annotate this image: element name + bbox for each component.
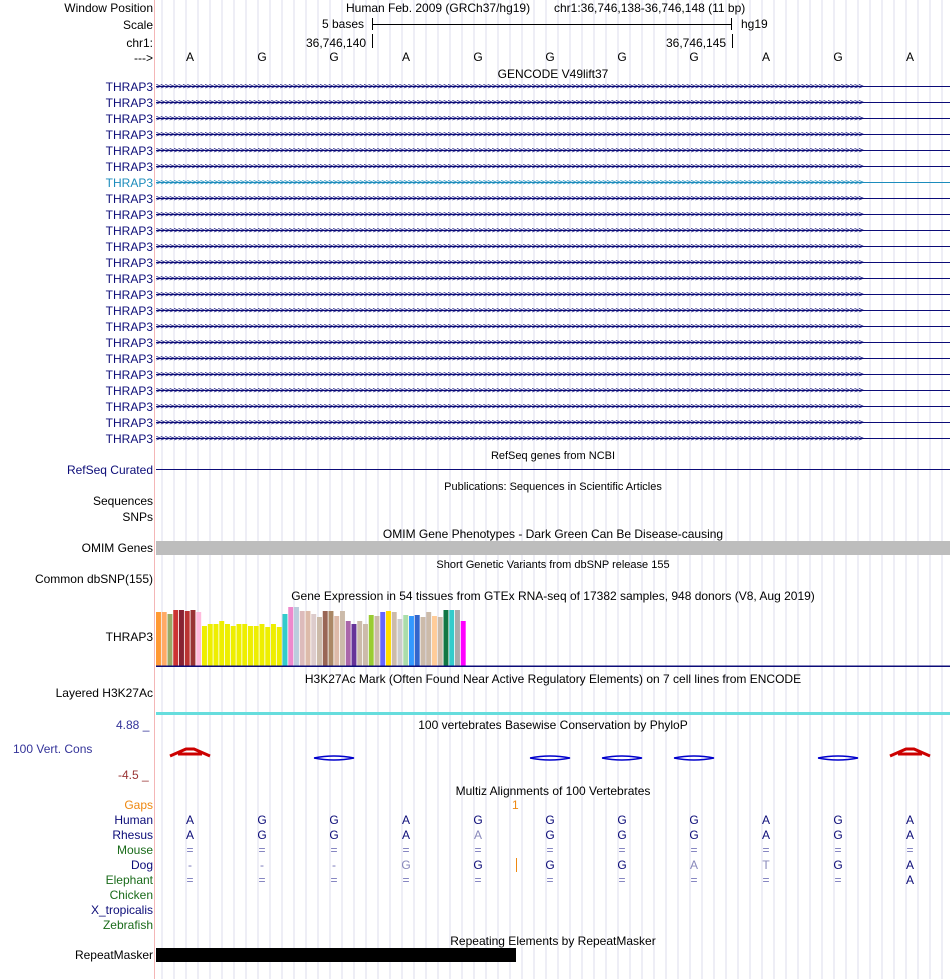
gencode-strand-arrows: >>>>>>>>>>>>>>>>>>>>>>>>>>>>>>>>>>>>>>>>>>>>>>>>>>>>>>>>>>>>>>>>>>>>>>>>>>>>>>>>>>>>>>>>>>>>>>>>>>>>>>>>>>>>>>>>>>>>>>>>>>>>>>>>>>>>>>>>>>>>>>>>>>>>>>>>>>>>>>>> xyxy=(156,82,863,92)
gencode-strand-arrows: >>>>>>>>>>>>>>>>>>>>>>>>>>>>>>>>>>>>>>>>>>>>>>>>>>>>>>>>>>>>>>>>>>>>>>>>>>>>>>>>>>>>>>>>>>>>>>>>>>>>>>>>>>>>>>>>>>>>>>>>>>>>>>>>>>>>>>>>>>>>>>>>>>>>>>>>>>>>>>>> xyxy=(156,370,863,380)
gencode-strand-arrows: >>>>>>>>>>>>>>>>>>>>>>>>>>>>>>>>>>>>>>>>>>>>>>>>>>>>>>>>>>>>>>>>>>>>>>>>>>>>>>>>>>>>>>>>>>>>>>>>>>>>>>>>>>>>>>>>>>>>>>>>>>>>>>>>>>>>>>>>>>>>>>>>>>>>>>>>>>>>>>>> xyxy=(156,418,863,428)
multiz-base: A xyxy=(401,813,410,827)
reference-base: A xyxy=(905,50,914,64)
coord-right: 36,746,145 xyxy=(666,36,727,50)
db-name: hg19 xyxy=(741,17,768,31)
gencode-strand-arrows: >>>>>>>>>>>>>>>>>>>>>>>>>>>>>>>>>>>>>>>>>>>>>>>>>>>>>>>>>>>>>>>>>>>>>>>>>>>>>>>>>>>>>>>>>>>>>>>>>>>>>>>>>>>>>>>>>>>>>>>>>>>>>>>>>>>>>>>>>>>>>>>>>>>>>>>>>>>>>>>> xyxy=(156,338,863,348)
gtex-tissue-bar[interactable] xyxy=(311,614,316,667)
multiz-base: A xyxy=(761,813,770,827)
multiz-base: G xyxy=(329,813,339,827)
window-position-label: Window Position xyxy=(64,1,153,15)
multiz-base: A xyxy=(401,828,410,842)
publications-title: Publications: Sequences in Scientific Articles xyxy=(444,481,662,493)
gtex-tissue-bar[interactable] xyxy=(352,624,357,667)
gtex-tissue-bar[interactable] xyxy=(214,624,219,667)
reference-base: G xyxy=(617,50,627,64)
gencode-transcript-label[interactable]: THRAP3 xyxy=(105,368,153,382)
omim-feature-bar[interactable] xyxy=(156,541,950,555)
multiz-base: = xyxy=(618,843,626,857)
gencode-strand-arrows: >>>>>>>>>>>>>>>>>>>>>>>>>>>>>>>>>>>>>>>>>>>>>>>>>>>>>>>>>>>>>>>>>>>>>>>>>>>>>>>>>>>>>>>>>>>>>>>>>>>>>>>>>>>>>>>>>>>>>>>>>>>>>>>>>>>>>>>>>>>>>>>>>>>>>>>>>>>>>>>> xyxy=(156,242,863,252)
multiz-base: = xyxy=(546,873,554,887)
phylop-logo[interactable] xyxy=(156,744,950,768)
multiz-base: A xyxy=(185,813,194,827)
phylop-score-glyph[interactable] xyxy=(818,756,858,760)
gencode-transcript-label[interactable]: THRAP3 xyxy=(105,80,153,94)
multiz-base: T xyxy=(762,858,770,872)
scale-label: Scale xyxy=(122,18,153,32)
coord-left: 36,746,140 xyxy=(306,36,367,50)
assembly-name: Human Feb. 2009 (GRCh37/hg19) xyxy=(346,1,531,15)
multiz-species-label[interactable]: Rhesus xyxy=(112,828,153,842)
multiz-base: G xyxy=(473,813,483,827)
multiz-base: = xyxy=(402,843,410,857)
dbsnp-title: Short Genetic Variants from dbSNP release 155 xyxy=(436,559,670,571)
gtex-tissue-bar[interactable] xyxy=(444,610,449,667)
multiz-base: A xyxy=(905,828,914,842)
gtex-tissue-bar[interactable] xyxy=(449,610,454,667)
multiz-base: = xyxy=(330,873,338,887)
multiz-base: G xyxy=(329,828,339,842)
gtex-tissue-bar[interactable] xyxy=(196,612,201,667)
gtex-tissue-bar[interactable] xyxy=(392,612,397,667)
gencode-transcript-label[interactable]: THRAP3 xyxy=(105,240,153,254)
gtex-tissue-bar[interactable] xyxy=(426,612,431,667)
multiz-base: = xyxy=(906,843,914,857)
phylop-min: -4.5 _ xyxy=(118,768,149,782)
gencode-transcript-label[interactable]: THRAP3 xyxy=(105,112,153,126)
reference-base: A xyxy=(185,50,194,64)
gencode-strand-arrows: >>>>>>>>>>>>>>>>>>>>>>>>>>>>>>>>>>>>>>>>>>>>>>>>>>>>>>>>>>>>>>>>>>>>>>>>>>>>>>>>>>>>>>>>>>>>>>>>>>>>>>>>>>>>>>>>>>>>>>>>>>>>>>>>>>>>>>>>>>>>>>>>>>>>>>>>>>>>>>>> xyxy=(156,210,863,220)
gencode-strand-arrows: >>>>>>>>>>>>>>>>>>>>>>>>>>>>>>>>>>>>>>>>>>>>>>>>>>>>>>>>>>>>>>>>>>>>>>>>>>>>>>>>>>>>>>>>>>>>>>>>>>>>>>>>>>>>>>>>>>>>>>>>>>>>>>>>>>>>>>>>>>>>>>>>>>>>>>>>>>>>>>>> xyxy=(156,402,863,412)
gencode-transcript-label[interactable]: THRAP3 xyxy=(105,288,153,302)
multiz-base: = xyxy=(690,873,698,887)
gtex-tissue-bar[interactable] xyxy=(191,610,196,667)
gtex-tissue-bar[interactable] xyxy=(403,615,408,667)
reference-base: G xyxy=(257,50,267,64)
label-divider xyxy=(154,0,155,979)
gaps-label[interactable]: Gaps xyxy=(124,798,153,812)
gencode-strand-arrows: >>>>>>>>>>>>>>>>>>>>>>>>>>>>>>>>>>>>>>>>>>>>>>>>>>>>>>>>>>>>>>>>>>>>>>>>>>>>>>>>>>>>>>>>>>>>>>>>>>>>>>>>>>>>>>>>>>>>>>>>>>>>>>>>>>>>>>>>>>>>>>>>>>>>>>>>>>>>>>>> xyxy=(156,114,863,124)
gtex-tissue-bar[interactable] xyxy=(340,611,345,667)
multiz-base: G xyxy=(617,813,627,827)
gtex-tissue-bar[interactable] xyxy=(357,621,362,667)
gencode-strand-arrows: >>>>>>>>>>>>>>>>>>>>>>>>>>>>>>>>>>>>>>>>>>>>>>>>>>>>>>>>>>>>>>>>>>>>>>>>>>>>>>>>>>>>>>>>>>>>>>>>>>>>>>>>>>>>>>>>>>>>>>>>>>>>>>>>>>>>>>>>>>>>>>>>>>>>>>>>>>>>>>>> xyxy=(156,226,863,236)
multiz-base: = xyxy=(762,873,770,887)
gencode-strand-arrows: >>>>>>>>>>>>>>>>>>>>>>>>>>>>>>>>>>>>>>>>>>>>>>>>>>>>>>>>>>>>>>>>>>>>>>>>>>>>>>>>>>>>>>>>>>>>>>>>>>>>>>>>>>>>>>>>>>>>>>>>>>>>>>>>>>>>>>>>>>>>>>>>>>>>>>>>>>>>>>>> xyxy=(156,306,863,316)
gencode-strand-arrows: >>>>>>>>>>>>>>>>>>>>>>>>>>>>>>>>>>>>>>>>>>>>>>>>>>>>>>>>>>>>>>>>>>>>>>>>>>>>>>>>>>>>>>>>>>>>>>>>>>>>>>>>>>>>>>>>>>>>>>>>>>>>>>>>>>>>>>>>>>>>>>>>>>>>>>>>>>>>>>>> xyxy=(156,98,863,108)
multiz-base: G xyxy=(617,828,627,842)
multiz-base: - xyxy=(332,858,336,872)
gencode-strand-arrows: >>>>>>>>>>>>>>>>>>>>>>>>>>>>>>>>>>>>>>>>>>>>>>>>>>>>>>>>>>>>>>>>>>>>>>>>>>>>>>>>>>>>>>>>>>>>>>>>>>>>>>>>>>>>>>>>>>>>>>>>>>>>>>>>>>>>>>>>>>>>>>>>>>>>>>>>>>>>>>>> xyxy=(156,434,863,444)
gencode-strand-arrows: >>>>>>>>>>>>>>>>>>>>>>>>>>>>>>>>>>>>>>>>>>>>>>>>>>>>>>>>>>>>>>>>>>>>>>>>>>>>>>>>>>>>>>>>>>>>>>>>>>>>>>>>>>>>>>>>>>>>>>>>>>>>>>>>>>>>>>>>>>>>>>>>>>>>>>>>>>>>>>>> xyxy=(156,258,863,268)
multiz-base: G xyxy=(689,813,699,827)
gtex-bar-chart[interactable] xyxy=(156,603,950,667)
gtex-tissue-bar[interactable] xyxy=(438,617,443,667)
gencode-strand-arrows: >>>>>>>>>>>>>>>>>>>>>>>>>>>>>>>>>>>>>>>>>>>>>>>>>>>>>>>>>>>>>>>>>>>>>>>>>>>>>>>>>>>>>>>>>>>>>>>>>>>>>>>>>>>>>>>>>>>>>>>>>>>>>>>>>>>>>>>>>>>>>>>>>>>>>>>>>>>>>>>> xyxy=(156,146,863,156)
gencode-strand-arrows: >>>>>>>>>>>>>>>>>>>>>>>>>>>>>>>>>>>>>>>>>>>>>>>>>>>>>>>>>>>>>>>>>>>>>>>>>>>>>>>>>>>>>>>>>>>>>>>>>>>>>>>>>>>>>>>>>>>>>>>>>>>>>>>>>>>>>>>>>>>>>>>>>>>>>>>>>>>>>>>> xyxy=(156,162,863,172)
multiz-base: G xyxy=(833,828,843,842)
gencode-strand-arrows: >>>>>>>>>>>>>>>>>>>>>>>>>>>>>>>>>>>>>>>>>>>>>>>>>>>>>>>>>>>>>>>>>>>>>>>>>>>>>>>>>>>>>>>>>>>>>>>>>>>>>>>>>>>>>>>>>>>>>>>>>>>>>>>>>>>>>>>>>>>>>>>>>>>>>>>>>>>>>>>> xyxy=(156,274,863,284)
multiz-base: A xyxy=(473,828,482,842)
multiz-base: = xyxy=(834,873,842,887)
multiz-base: A xyxy=(905,858,914,872)
gap-mark: 1 xyxy=(512,798,519,812)
refseq-gene-line[interactable] xyxy=(156,469,950,470)
coord-right-tick xyxy=(732,34,733,48)
gtex-tissue-bar[interactable] xyxy=(323,611,328,667)
gtex-tissue-bar[interactable] xyxy=(277,627,282,667)
multiz-base: = xyxy=(474,843,482,857)
reference-base: G xyxy=(473,50,483,64)
gtex-tissue-bar[interactable] xyxy=(363,624,368,667)
phylop-score-glyph[interactable] xyxy=(890,749,930,756)
multiz-base: = xyxy=(258,873,266,887)
gtex-tissue-bar[interactable] xyxy=(202,626,207,667)
gtex-tissue-bar[interactable] xyxy=(294,607,299,667)
multiz-species-label[interactable]: Chicken xyxy=(109,888,153,902)
dbsnp-label[interactable]: Common dbSNP(155) xyxy=(34,572,153,586)
multiz-species-label[interactable]: Human xyxy=(114,813,153,827)
gencode-transcript-label[interactable]: THRAP3 xyxy=(105,320,153,334)
multiz-base: G xyxy=(545,858,555,872)
multiz-base: G xyxy=(473,858,483,872)
gencode-transcript-label[interactable]: THRAP3 xyxy=(105,416,153,430)
gtex-tissue-bar[interactable] xyxy=(248,626,253,667)
gtex-tissue-bar[interactable] xyxy=(300,611,305,667)
multiz-species-label[interactable]: X_tropicalis xyxy=(90,903,153,917)
h3k27ac-signal[interactable] xyxy=(156,712,950,715)
gencode-transcript-label[interactable]: THRAP3 xyxy=(105,176,153,190)
gencode-title: GENCODE V49lift37 xyxy=(497,67,609,81)
reference-bases xyxy=(156,50,950,64)
gtex-tissue-bar[interactable] xyxy=(317,617,322,667)
gtex-tissue-bar[interactable] xyxy=(375,616,380,667)
multiz-base: G xyxy=(833,858,843,872)
gtex-tissue-bar[interactable] xyxy=(398,619,403,667)
h3k27ac-label[interactable]: Layered H3K27Ac xyxy=(55,686,153,700)
multiz-base: G xyxy=(401,858,411,872)
gencode-strand-arrows: >>>>>>>>>>>>>>>>>>>>>>>>>>>>>>>>>>>>>>>>>>>>>>>>>>>>>>>>>>>>>>>>>>>>>>>>>>>>>>>>>>>>>>>>>>>>>>>>>>>>>>>>>>>>>>>>>>>>>>>>>>>>>>>>>>>>>>>>>>>>>>>>>>>>>>>>>>>>>>>> xyxy=(156,130,863,140)
reference-base: A xyxy=(761,50,770,64)
phylop-max: 4.88 _ xyxy=(116,718,150,732)
multiz-base: = xyxy=(258,843,266,857)
multiz-base: A xyxy=(905,873,914,887)
gtex-tissue-bar[interactable] xyxy=(260,624,265,667)
omim-label[interactable]: OMIM Genes xyxy=(81,541,153,555)
gtex-tissue-bar[interactable] xyxy=(208,624,213,667)
gtex-tissue-bar[interactable] xyxy=(283,614,288,667)
gtex-tissue-bar[interactable] xyxy=(254,626,259,667)
multiz-base: = xyxy=(330,843,338,857)
phylop-title: 100 vertebrates Basewise Conservation by PhyloP xyxy=(418,718,688,732)
gtex-tissue-bar[interactable] xyxy=(415,615,420,667)
publications-snps-label[interactable]: SNPs xyxy=(122,510,153,524)
publications-sequences-label[interactable]: Sequences xyxy=(92,494,153,508)
gencode-strand-arrows: >>>>>>>>>>>>>>>>>>>>>>>>>>>>>>>>>>>>>>>>>>>>>>>>>>>>>>>>>>>>>>>>>>>>>>>>>>>>>>>>>>>>>>>>>>>>>>>>>>>>>>>>>>>>>>>>>>>>>>>>>>>>>>>>>>>>>>>>>>>>>>>>>>>>>>>>>>>>>>>> xyxy=(156,290,863,300)
multiz-base: = xyxy=(474,873,482,887)
gtex-tissue-bar[interactable] xyxy=(386,611,391,667)
gtex-tissue-bar[interactable] xyxy=(288,607,293,667)
gencode-strand-arrows: >>>>>>>>>>>>>>>>>>>>>>>>>>>>>>>>>>>>>>>>>>>>>>>>>>>>>>>>>>>>>>>>>>>>>>>>>>>>>>>>>>>>>>>>>>>>>>>>>>>>>>>>>>>>>>>>>>>>>>>>>>>>>>>>>>>>>>>>>>>>>>>>>>>>>>>>>>>>>>>> xyxy=(156,194,863,204)
reference-base: G xyxy=(689,50,699,64)
multiz-base: = xyxy=(762,843,770,857)
multiz-title: Multiz Alignments of 100 Vertebrates xyxy=(455,784,651,798)
gtex-tissue-bar[interactable] xyxy=(306,611,311,667)
multiz-base: = xyxy=(690,843,698,857)
position-text[interactable]: chr1:36,746,138-36,746,148 (11 bp) xyxy=(554,1,746,15)
coord-left-tick xyxy=(372,34,373,48)
multiz-base: G xyxy=(545,828,555,842)
multiz-base: G xyxy=(617,858,627,872)
phylop-score-glyph[interactable] xyxy=(170,749,210,756)
multiz-base: A xyxy=(689,858,698,872)
multiz-base: G xyxy=(257,813,267,827)
refseq-label[interactable]: RefSeq Curated xyxy=(66,463,153,477)
gtex-label[interactable]: THRAP3 xyxy=(105,630,153,644)
gtex-tissue-bar[interactable] xyxy=(168,614,173,667)
gencode-transcript-label[interactable]: THRAP3 xyxy=(105,336,153,350)
gencode-transcript-label[interactable]: THRAP3 xyxy=(105,352,153,366)
reference-base: G xyxy=(329,50,339,64)
gencode-strand-arrows: >>>>>>>>>>>>>>>>>>>>>>>>>>>>>>>>>>>>>>>>>>>>>>>>>>>>>>>>>>>>>>>>>>>>>>>>>>>>>>>>>>>>>>>>>>>>>>>>>>>>>>>>>>>>>>>>>>>>>>>>>>>>>>>>>>>>>>>>>>>>>>>>>>>>>>>>>>>>>>>> xyxy=(156,354,863,364)
gtex-tissue-bar[interactable] xyxy=(346,621,351,667)
multiz-base: = xyxy=(546,843,554,857)
repeatmasker-title: Repeating Elements by RepeatMasker xyxy=(450,934,656,948)
refseq-title: RefSeq genes from NCBI xyxy=(490,450,616,462)
gtex-tissue-bar[interactable] xyxy=(380,612,385,667)
multiz-base: G xyxy=(545,813,555,827)
multiz-base: A xyxy=(185,828,194,842)
phylop-score-glyph[interactable] xyxy=(314,756,354,760)
gtex-tissue-bar[interactable] xyxy=(271,624,276,667)
multiz-base: = xyxy=(186,843,194,857)
multiz-base: = xyxy=(402,873,410,887)
multiz-base: - xyxy=(188,858,192,872)
dog-insertion-mark xyxy=(516,858,517,872)
gencode-transcript-label[interactable]: THRAP3 xyxy=(105,144,153,158)
gtex-tissue-bar[interactable] xyxy=(461,621,466,667)
gtex-tissue-bar[interactable] xyxy=(225,624,230,667)
gtex-tissue-bar[interactable] xyxy=(421,617,426,667)
gencode-transcript-label[interactable]: THRAP3 xyxy=(105,256,153,270)
multiz-base: G xyxy=(689,828,699,842)
gencode-transcript-label[interactable]: THRAP3 xyxy=(105,304,153,318)
repeatmasker-label[interactable]: RepeatMasker xyxy=(74,948,153,962)
gencode-strand-arrows: >>>>>>>>>>>>>>>>>>>>>>>>>>>>>>>>>>>>>>>>>>>>>>>>>>>>>>>>>>>>>>>>>>>>>>>>>>>>>>>>>>>>>>>>>>>>>>>>>>>>>>>>>>>>>>>>>>>>>>>>>>>>>>>>>>>>>>>>>>>>>>>>>>>>>>>>>>>>>>>> xyxy=(156,322,863,332)
scale-text: 5 bases xyxy=(322,17,365,31)
multiz-species-label[interactable]: Mouse xyxy=(116,843,153,857)
gencode-transcript-label[interactable]: THRAP3 xyxy=(105,384,153,398)
gencode-strand-arrows: >>>>>>>>>>>>>>>>>>>>>>>>>>>>>>>>>>>>>>>>>>>>>>>>>>>>>>>>>>>>>>>>>>>>>>>>>>>>>>>>>>>>>>>>>>>>>>>>>>>>>>>>>>>>>>>>>>>>>>>>>>>>>>>>>>>>>>>>>>>>>>>>>>>>>>>>>>>>>>>> xyxy=(156,386,863,396)
omim-title: OMIM Gene Phenotypes - Dark Green Can Be Disease-causing xyxy=(382,527,724,541)
gencode-transcript-label[interactable]: THRAP3 xyxy=(105,160,153,174)
gtex-tissue-bar[interactable] xyxy=(162,612,167,667)
gencode-transcript-label[interactable]: THRAP3 xyxy=(105,96,153,110)
gencode-transcript-label[interactable]: THRAP3 xyxy=(105,224,153,238)
gtex-tissue-bar[interactable] xyxy=(455,610,460,667)
gencode-transcript-label[interactable]: THRAP3 xyxy=(105,208,153,222)
gtex-tissue-bar[interactable] xyxy=(369,615,374,667)
multiz-species-label[interactable]: Elephant xyxy=(105,873,153,887)
phylop-score-glyph[interactable] xyxy=(530,756,570,760)
phylop-score-glyph[interactable] xyxy=(602,756,642,760)
gencode-transcript-label[interactable]: THRAP3 xyxy=(105,400,153,414)
gtex-tissue-bar[interactable] xyxy=(242,624,247,667)
multiz-base: A xyxy=(905,813,914,827)
multiz-base: G xyxy=(257,828,267,842)
gencode-strand-arrows: >>>>>>>>>>>>>>>>>>>>>>>>>>>>>>>>>>>>>>>>>>>>>>>>>>>>>>>>>>>>>>>>>>>>>>>>>>>>>>>>>>>>>>>>>>>>>>>>>>>>>>>>>>>>>>>>>>>>>>>>>>>>>>>>>>>>>>>>>>>>>>>>>>>>>>>>>>>>>>>> xyxy=(156,178,863,188)
multiz-base: - xyxy=(260,858,264,872)
multiz-base: G xyxy=(833,813,843,827)
gtex-tissue-bar[interactable] xyxy=(334,616,339,667)
reference-base: G xyxy=(833,50,843,64)
gtex-tissue-bar[interactable] xyxy=(179,610,184,667)
phylop-score-glyph[interactable] xyxy=(674,756,714,760)
gtex-tissue-bar[interactable] xyxy=(237,624,242,667)
gtex-tissue-bar[interactable] xyxy=(231,626,236,667)
reference-base: A xyxy=(401,50,410,64)
gtex-tissue-bar[interactable] xyxy=(173,610,178,667)
gtex-title: Gene Expression in 54 tissues from GTEx RNA-seq of 17382 samples, 948 donors (V8, Aug 2019) xyxy=(291,589,815,603)
multiz-base: = xyxy=(834,843,842,857)
gtex-tissue-bar[interactable] xyxy=(185,611,190,667)
h3k27ac-title: H3K27Ac Mark (Often Found Near Active Regulatory Elements) on 7 cell lines from ENCODE xyxy=(304,672,802,686)
gtex-tissue-bar[interactable] xyxy=(156,612,161,667)
gencode-transcript-label[interactable]: THRAP3 xyxy=(105,128,153,142)
gtex-tissue-bar[interactable] xyxy=(329,611,334,667)
multiz-species-label[interactable]: Zebrafish xyxy=(102,918,153,932)
strand-label: ---> xyxy=(134,51,153,65)
multiz-species-label[interactable]: Dog xyxy=(130,858,153,872)
gtex-tissue-bar[interactable] xyxy=(409,616,414,667)
multiz-base: = xyxy=(186,873,194,887)
gencode-transcript-label[interactable]: THRAP3 xyxy=(105,272,153,286)
chrom-label: chr1: xyxy=(126,36,153,50)
multiz-base: = xyxy=(618,873,626,887)
gtex-tissue-bar[interactable] xyxy=(432,616,437,667)
scale-bar xyxy=(372,18,732,30)
reference-base: G xyxy=(545,50,555,64)
gencode-transcript-label[interactable]: THRAP3 xyxy=(105,192,153,206)
gtex-tissue-bar[interactable] xyxy=(265,627,270,667)
repeat-element[interactable] xyxy=(156,948,516,962)
phylop-label[interactable]: 100 Vert. Cons xyxy=(13,742,93,756)
multiz-base: A xyxy=(761,828,770,842)
gtex-tissue-bar[interactable] xyxy=(219,621,224,667)
gencode-transcript-label[interactable]: THRAP3 xyxy=(105,432,153,446)
